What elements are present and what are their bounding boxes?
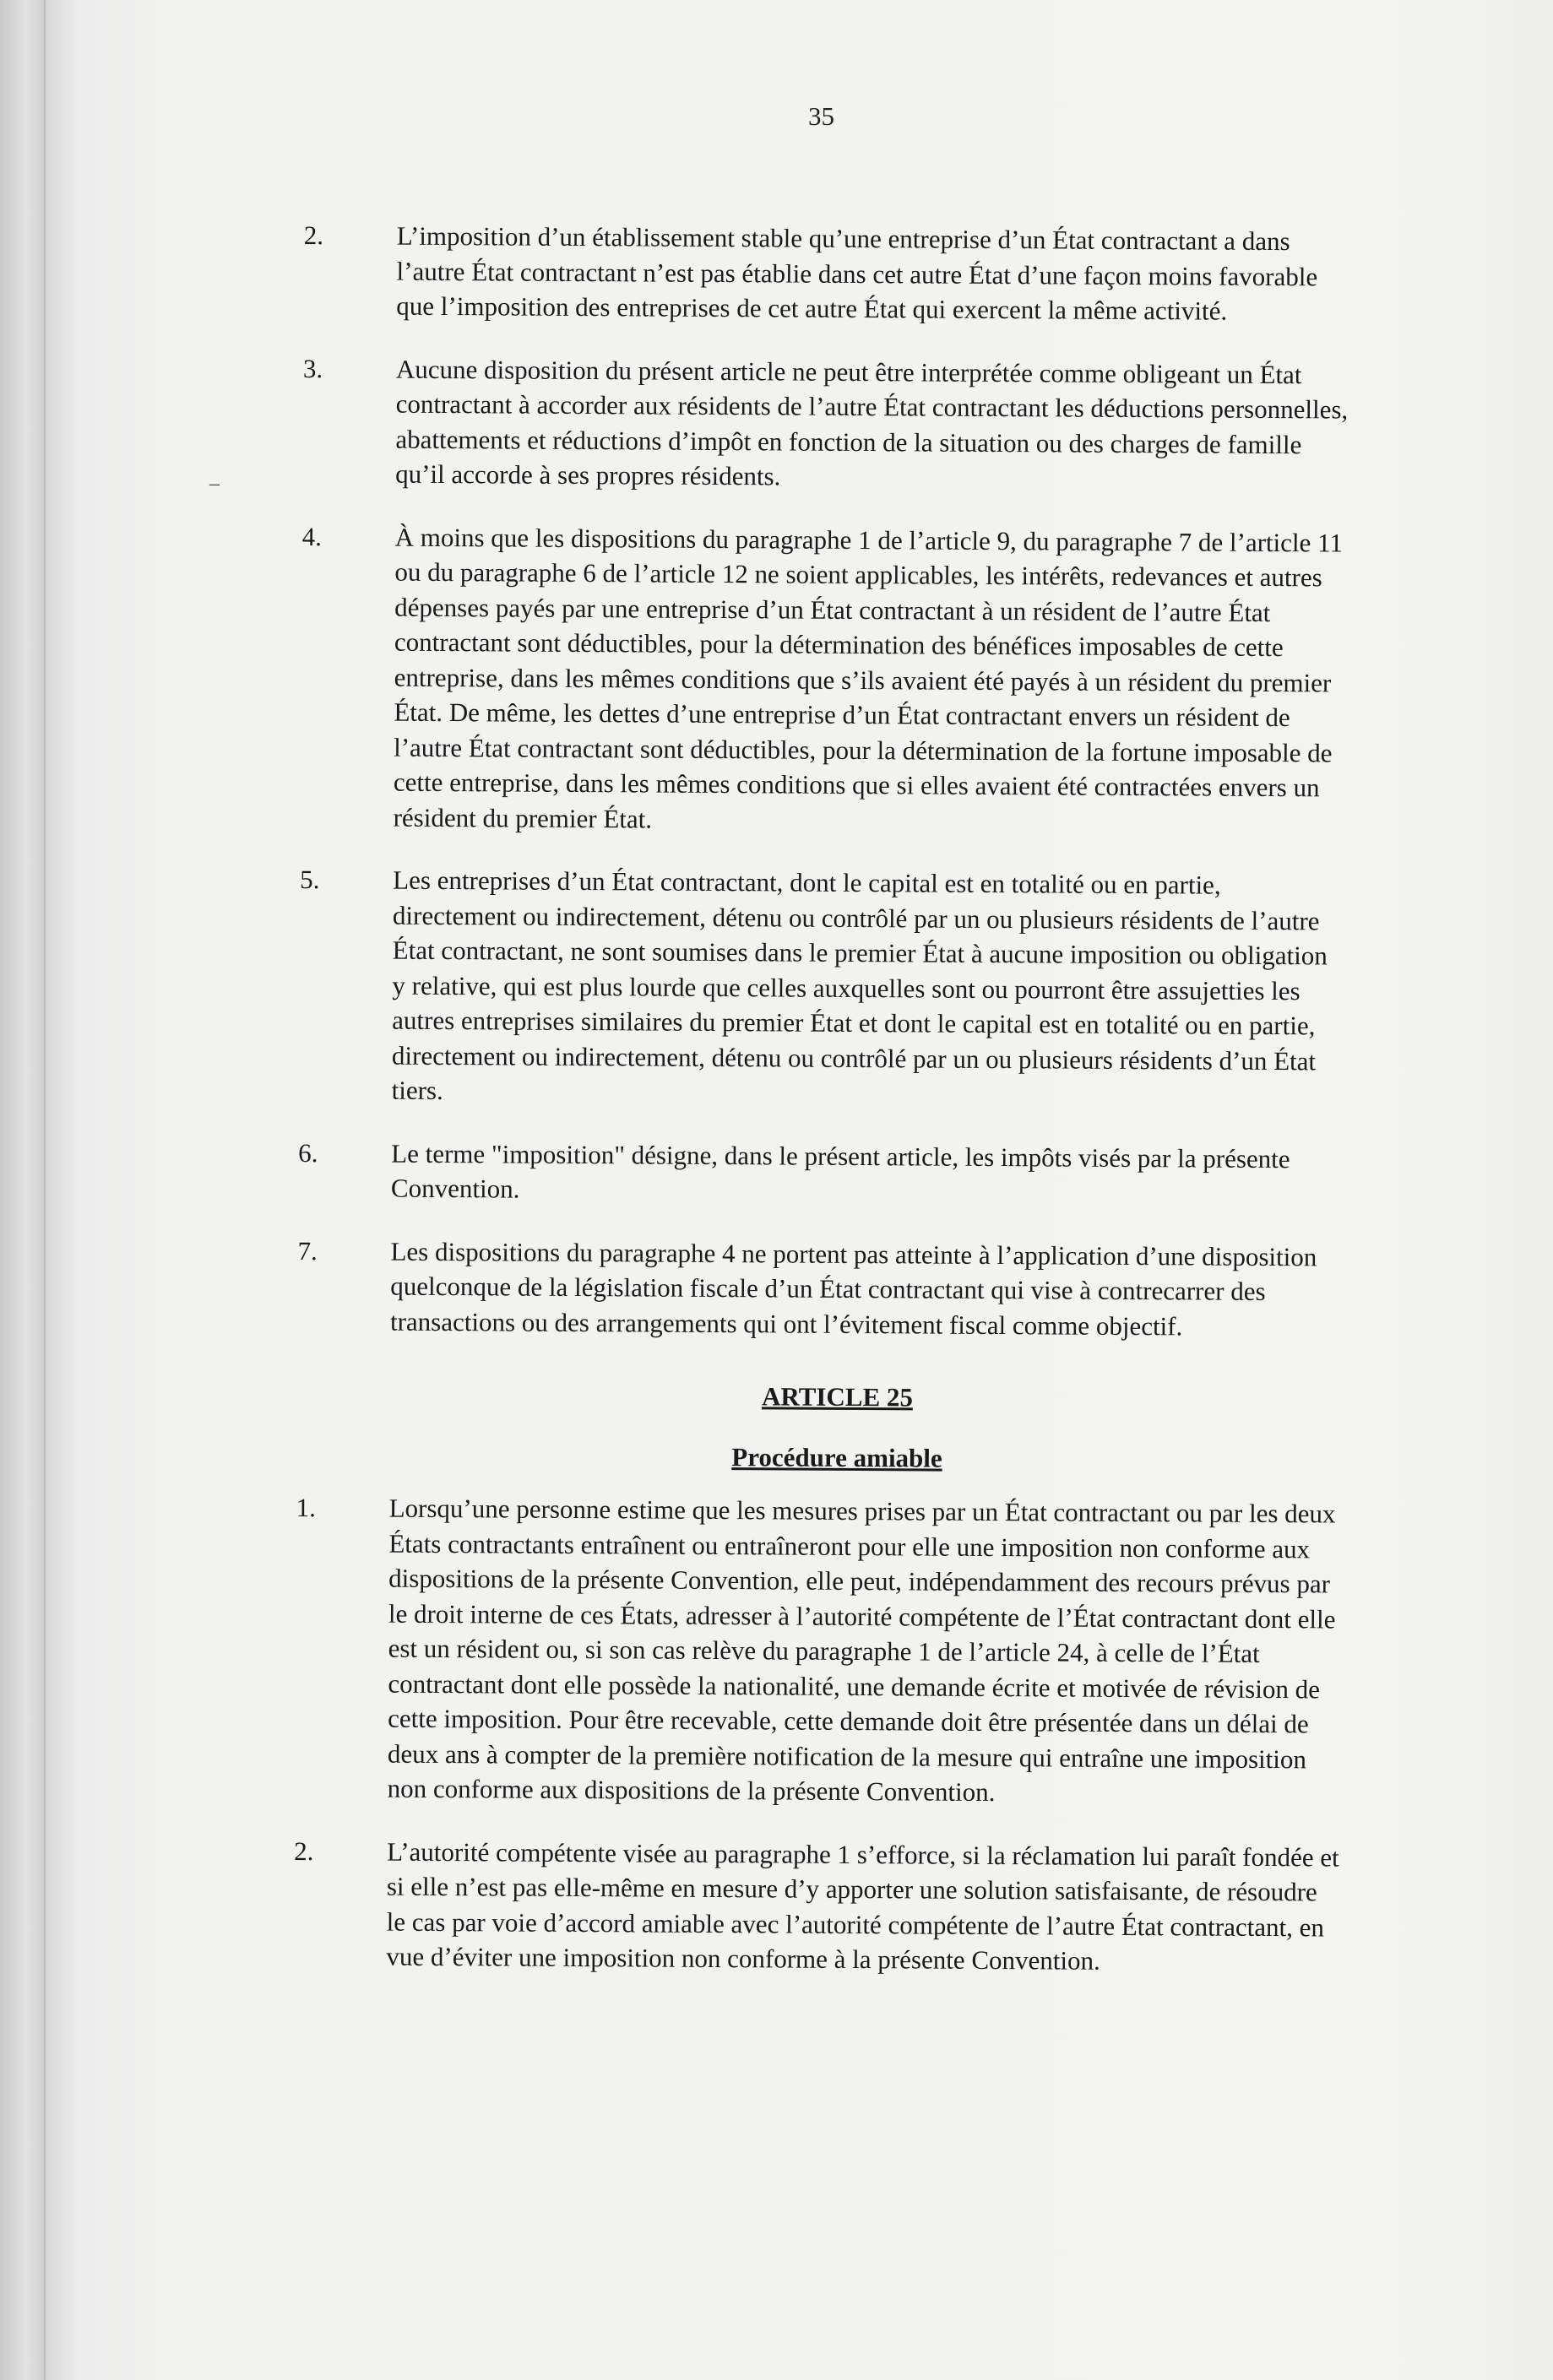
article-heading: ARTICLE 25	[761, 1381, 914, 1412]
paragraph-number: 4.	[301, 521, 323, 551]
paragraph-text: Lorsqu’une personne estime que les mesures prises par un État contractant ou par les deux États contractants entraînent ou entraîneront pour elle une imposition non conforme aux dispositions de la présente Convention, elle peut, indépendamment des recours prévus par le droit interne de ces États, adresser à l’autorité compétente de l’État contractant dont elle est un résident ou, si son cas relève du paragraphe 1 de l’article 24, à celle de l’État contractant dont elle possède la nationalité, une demande écrite et motivée de révision de cette imposition. Pour être recevable, cette demande doit être présentée dans un délai de deux ans à compter de la première notification de la mesure qui entraîne une imposition non conforme aux dispositions de la présente Convention.	[387, 1493, 1336, 1808]
paragraph-text: À moins que les dispositions du paragraphe 1 de l’article 9, du paragraphe 7 de l’article 11 ou du paragraphe 6 de l’article 12 ne soient applicables, les intérêts, redevances et autres dépenses payés par une entreprise d’un État contractant à un résident de l’autre État contractant sont déductibles, pour la détermination des bénéfices imposables de cette entreprise, dans les mêmes conditions que s’ils avaient été payés à un résident du premier État. De même, les dettes d’une entreprise d’un État contractant envers un résident de l’autre État contractant sont déductibles, pour la détermination de la fortune imposable de cette entreprise, dans les mêmes conditions que si elles avaient été contractées envers un résident du premier État.	[393, 522, 1344, 834]
article24-paragraph-5	[299, 862, 1348, 1114]
article25-paragraph-1	[295, 1490, 1344, 1812]
paragraph-number: 2.	[294, 1835, 314, 1866]
paragraph-number: 6.	[298, 1137, 318, 1168]
article24-paragraph-4	[301, 518, 1349, 840]
paragraph-text: Les dispositions du paragraphe 4 ne portent pas atteinte à l’application d’une disposition quelconque de la législation fiscale d’un État contractant qui vise à contrecarrer des transactions ou des arrangements qui ont l’évitement fiscal comme objectif.	[389, 1236, 1317, 1341]
article-title: Procédure amiable	[731, 1441, 942, 1473]
margin-mark: –	[209, 473, 220, 495]
paragraph-text: Aucune disposition du présent article ne peut être interprétée comme obligeant un État contractant à accorder aux résidents de l’autre État contractant les déductions personnelles, abattements et réductions d’impôt en fonction de la situation ou des charges de famille qu’il accorde à ses propres résidents.	[395, 354, 1349, 491]
article25-paragraph-2	[293, 1833, 1341, 1980]
paragraph-number: 3.	[302, 353, 323, 383]
paragraph-text: L’autorité compétente visée au paragraphe 1 s’efforce, si la réclamation lui paraît fondée et si elle n’est pas elle-même en mesure d’y apporter une solution satisfaisante, de résoudre le cas par voie d’accord amiable avec l’autorité compétente de l’autre État contractant, en vue d’éviter une imposition non conforme à la présente Convention.	[386, 1836, 1339, 1976]
paragraph-number: 7.	[297, 1235, 318, 1266]
paragraph-number: 2.	[303, 220, 324, 251]
book-binding-edge	[0, 0, 44, 2380]
document-body	[293, 218, 1351, 2008]
paragraph-text: Les entreprises d’un État contractant, dont le capital est en totalité ou en partie, directement ou indirectement, détenu ou contrôlé par un ou plusieurs résidents de l’autre État contractant, ne sont soumises dans le premier État à aucune imposition ou obligation y relative, qui est plus lourde que celles auxquelles sont ou pourront être assujetties les autres entreprises similaires du premier État et dont le capital est en totalité ou en partie, directement ou indirectement, détenu ou contrôlé par un ou plusieurs résidents d’un État tiers.	[391, 865, 1328, 1106]
paragraph-text: L’imposition d’un établissement stable qu’une entreprise d’un État contractant a dans l’autre État contractant n’est pas établie dans cet autre État d’une façon moins favorable que l’imposition des entreprises de cet autre État qui exercent la même activité.	[396, 220, 1318, 326]
paragraph-text: Le terme "imposition" désigne, dans le présent article, les impôts visés par la présente Convention.	[390, 1138, 1290, 1204]
article24-paragraph-2	[303, 218, 1351, 329]
article24-paragraph-6	[298, 1135, 1345, 1212]
paragraph-number: 1.	[296, 1492, 317, 1523]
page-number: 35	[808, 101, 834, 131]
article24-paragraph-7	[297, 1233, 1345, 1344]
article24-paragraph-3	[302, 350, 1350, 497]
paragraph-number: 5.	[300, 864, 320, 895]
